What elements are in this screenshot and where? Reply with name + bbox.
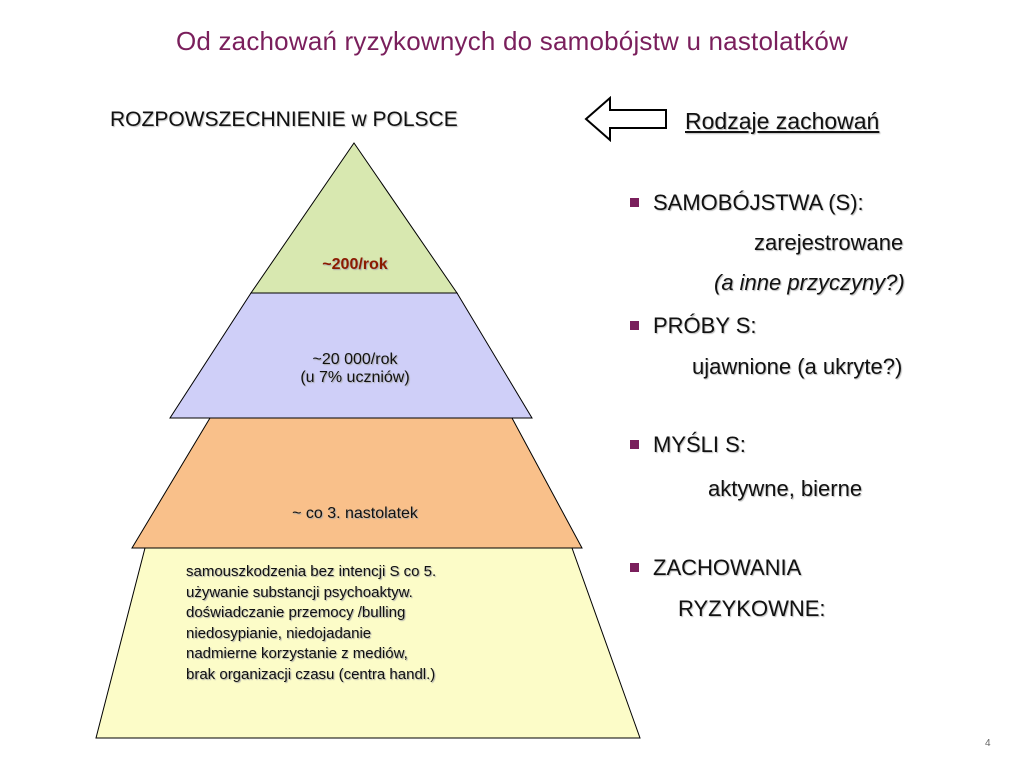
list-item: niedosypianie, niedojadanie <box>186 624 372 642</box>
behavior-title: MYŚLI S: <box>653 432 746 457</box>
attempts-count-line1: ~20 000/rok <box>312 351 398 368</box>
attempts-count <box>270 351 440 387</box>
square-bullet-icon <box>630 198 639 207</box>
list-item: brak organizacji czasu (centra handl.) <box>186 665 436 683</box>
behavior-types-header: Rodzaje zachowań <box>685 108 880 134</box>
behavior-title: ZACHOWANIA <box>653 555 802 580</box>
square-bullet-icon <box>630 321 639 330</box>
suicides-count: ~200/rok <box>322 256 388 273</box>
pyramid-level-thoughts <box>132 418 582 548</box>
page-number: 4 <box>985 738 991 749</box>
behavior-suicides-line1: zarejestrowane <box>754 230 904 255</box>
square-bullet-icon <box>630 563 639 572</box>
behavior-thoughts <box>630 432 746 458</box>
behavior-attempts <box>630 313 757 339</box>
list-item: używanie substancji psychoaktyw. <box>186 583 413 601</box>
thoughts-count: ~ co 3. nastolatek <box>292 505 418 522</box>
behavior-title: SAMOBÓJSTWA (S): <box>653 190 864 215</box>
behavior-risky-line1: RYZYKOWNE: <box>678 596 826 621</box>
list-item: doświadczanie przemocy /bulling <box>186 604 406 622</box>
prevalence-header: ROZPOWSZECHNIENIE w POLSCE <box>110 108 458 131</box>
attempts-count-line2: (u 7% uczniów) <box>300 369 410 386</box>
square-bullet-icon <box>630 440 639 449</box>
risky-behaviors-list <box>186 562 436 686</box>
behavior-risky <box>630 555 801 581</box>
behavior-title: PRÓBY S: <box>653 313 757 338</box>
behavior-attempts-line1: ujawnione (a ukryte?) <box>692 354 903 379</box>
behavior-thoughts-line1: aktywne, bierne <box>708 476 863 501</box>
behavior-suicides-line2: (a inne przyczyny?) <box>714 270 905 295</box>
list-item: samouszkodzenia bez intencji S co 5. <box>186 563 437 580</box>
slide-title: Od zachowań ryzykownych do samobójstw u nastolatków <box>175 26 849 56</box>
list-item: nadmierne korzystanie z mediów, <box>186 645 408 663</box>
behavior-suicides <box>630 190 864 216</box>
